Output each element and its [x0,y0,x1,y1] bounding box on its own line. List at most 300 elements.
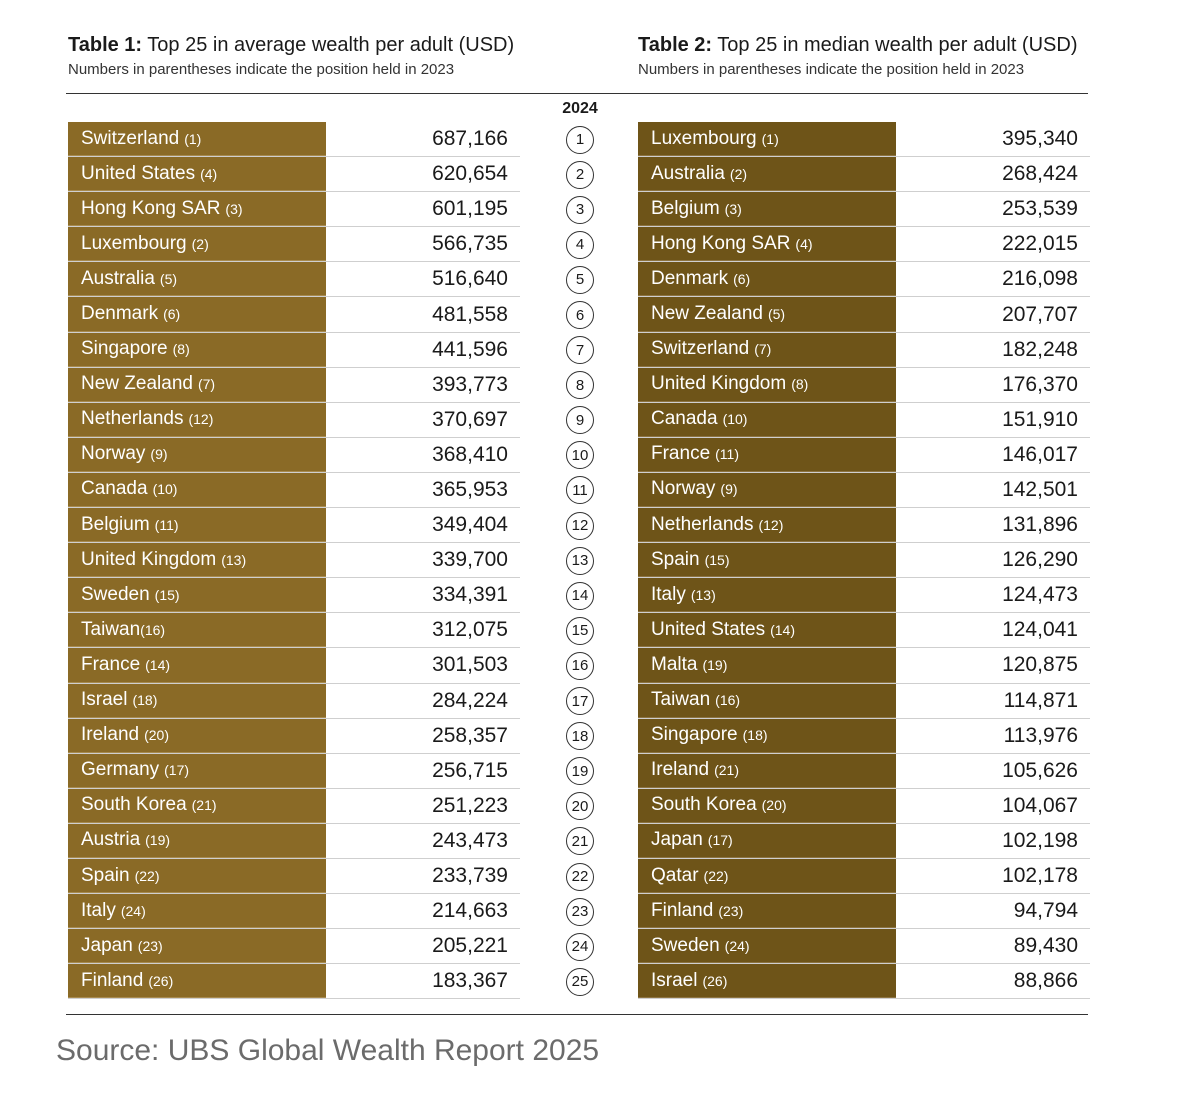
country-name: Luxembourg [651,127,757,149]
previous-rank: (17) [707,832,733,849]
wealth-value: 441,596 [432,337,508,361]
country-name: Hong Kong SAR [81,197,221,219]
table-row [68,297,520,332]
country-name: Belgium [81,513,150,535]
table-row [638,333,1090,368]
table1-average-wealth [68,122,520,999]
country-name: Singapore [81,338,168,360]
rank-slot [560,578,600,613]
wealth-value: 94,794 [1013,899,1078,923]
country-cell [638,262,896,296]
table2-subtitle: Numbers in parentheses indicate the position held in 2023 [638,61,1025,78]
table-row [638,859,1090,894]
rank-slot [560,157,600,192]
table-row [638,262,1090,297]
table-row [638,473,1090,508]
country-cell [638,333,896,367]
wealth-value: 334,391 [432,583,508,607]
wealth-value: 89,430 [1013,934,1078,958]
table2-header [638,30,1077,78]
rank-badge: 19 [566,757,594,785]
country-cell [68,473,326,507]
table-row [638,719,1090,754]
wealth-value: 214,663 [432,899,508,923]
country-cell [68,894,326,928]
wealth-value: 301,503 [432,653,508,677]
table-row [68,964,520,999]
previous-rank: (12) [758,516,784,533]
header-divider [66,93,1088,94]
table-row [638,754,1090,789]
previous-rank: (5) [767,306,786,323]
country-cell [638,368,896,402]
country-cell [638,859,896,893]
table1-title [68,30,514,60]
table-row [68,333,520,368]
table-row [68,613,520,648]
country-name: Netherlands [81,408,184,430]
previous-rank: (22) [134,867,160,884]
wealth-value: 124,041 [1002,618,1078,642]
country-cell [68,403,326,437]
rank-slot [560,929,600,964]
country-name: Sweden [651,934,720,956]
wealth-value: 88,866 [1013,969,1078,993]
rank-badge: 14 [566,582,594,610]
table2-median-wealth [638,122,1090,999]
country-name: United Kingdom [651,373,787,395]
rank-slot [560,894,600,929]
rank-badge: 23 [566,898,594,926]
country-name: Finland [651,899,714,921]
table-row [68,684,520,719]
previous-rank: (18) [132,692,158,709]
previous-rank: (16) [715,692,741,709]
wealth-value: 205,221 [432,934,508,958]
country-cell [68,578,326,612]
table-row [638,894,1090,929]
wealth-value: 120,875 [1002,653,1078,677]
country-cell [68,333,326,367]
table-row [68,438,520,473]
table-row [638,297,1090,332]
rank-badge: 1 [566,126,594,154]
country-cell [638,403,896,437]
country-cell [638,438,896,472]
table-row [68,789,520,824]
table-row [638,438,1090,473]
table-row [68,894,520,929]
wealth-value: 151,910 [1002,407,1078,431]
rank-slot [560,368,600,403]
country-cell [638,508,896,542]
country-name: Japan [81,934,133,956]
country-cell [638,122,896,156]
previous-rank: (19) [702,656,728,673]
country-name: Hong Kong SAR [651,232,791,254]
previous-rank: (5) [159,270,178,287]
previous-rank: (4) [795,235,813,252]
country-name: South Korea [651,794,757,816]
country-cell [68,648,326,682]
rank-badge: 20 [566,792,594,820]
country-cell [68,613,326,647]
country-name: South Korea [81,794,187,816]
table1-header [68,30,514,78]
wealth-value: 183,367 [432,969,508,993]
previous-rank: (18) [742,727,768,744]
previous-rank: (1) [184,130,202,147]
table-row [68,192,520,227]
table-row [638,368,1090,403]
wealth-value: 176,370 [1002,372,1078,396]
wealth-value: 142,501 [1002,477,1078,501]
country-name: Singapore [651,724,738,746]
table-row [68,754,520,789]
rank-slot [560,684,600,719]
previous-rank: (26) [702,972,728,989]
wealth-value: 216,098 [1002,267,1078,291]
country-cell [68,964,326,998]
footer-divider [66,1014,1088,1015]
previous-rank: (2) [191,235,209,252]
wealth-value: 124,473 [1002,583,1078,607]
previous-rank: (8) [172,341,190,358]
country-cell [68,438,326,472]
rank-badge: 15 [566,617,594,645]
table-row [638,227,1090,262]
rank-badge: 18 [566,722,594,750]
rank-slot [560,403,600,438]
country-cell [68,508,326,542]
previous-rank: (12) [188,411,214,428]
rank-badge: 16 [566,652,594,680]
country-name: Switzerland [651,338,750,360]
table-row [68,543,520,578]
wealth-value: 222,015 [1002,232,1078,256]
wealth-value: 481,558 [432,302,508,326]
table-row [638,964,1090,999]
country-name: Malta [651,653,698,675]
previous-rank: (13) [690,586,716,603]
country-name: France [81,653,141,675]
country-name: Italy [651,583,686,605]
country-name: Israel [81,689,128,711]
wealth-value: 243,473 [432,828,508,852]
previous-rank: (3) [724,200,742,217]
table-row [638,613,1090,648]
country-cell [68,262,326,296]
wealth-value: 370,697 [432,407,508,431]
table-row [638,192,1090,227]
table-row [68,157,520,192]
rank-slot [560,333,600,368]
table1-subtitle: Numbers in parentheses indicate the position held in 2023 [68,61,455,78]
wealth-value: 256,715 [432,758,508,782]
table-row [638,929,1090,964]
rank-badge: 8 [566,371,594,399]
country-cell [638,473,896,507]
country-cell [68,684,326,718]
country-cell [638,227,896,261]
previous-rank: (10) [722,411,748,428]
country-cell [638,684,896,718]
table-row [68,508,520,543]
table-row [68,227,520,262]
table-row [68,719,520,754]
rank-badge: 13 [566,547,594,575]
country-name: United Kingdom [81,548,217,570]
rank-slot [560,262,600,297]
wealth-value: 253,539 [1002,197,1078,221]
wealth-value: 233,739 [432,864,508,888]
country-name: Netherlands [651,513,754,535]
country-cell [638,157,896,191]
country-cell [68,929,326,963]
wealth-value: 365,953 [432,477,508,501]
table1-title-text: Top 25 in average wealth per adult (USD) [147,34,515,56]
table-row [68,368,520,403]
previous-rank: (21) [714,762,740,779]
table2-title-text: Top 25 in median wealth per adult (USD) [717,34,1078,56]
wealth-value: 105,626 [1002,758,1078,782]
wealth-value: 113,976 [1003,723,1078,747]
country-cell [638,297,896,331]
country-name: Denmark [81,303,159,325]
country-cell [638,929,896,963]
country-cell [68,368,326,402]
previous-rank: (19) [145,832,171,849]
rank-slot [560,543,600,578]
table-row [68,403,520,438]
table-row [68,859,520,894]
previous-rank: (23) [718,902,744,919]
previous-rank: (7) [197,376,216,393]
country-cell [638,192,896,226]
previous-rank: (24) [120,902,146,919]
rank-badge: 25 [566,968,594,996]
country-cell [638,543,896,577]
wealth-value: 393,773 [432,372,508,396]
wealth-value: 566,735 [432,232,508,256]
rank-badge: 3 [566,196,594,224]
rank-slot [560,122,600,157]
table-row [68,473,520,508]
previous-rank: (15) [154,586,180,603]
rank-slot [560,438,600,473]
previous-rank: (11) [154,516,179,533]
previous-rank: (14) [145,656,171,673]
table-row [638,824,1090,859]
country-name: Switzerland [81,127,180,149]
country-cell [638,613,896,647]
table-row [638,157,1090,192]
country-name: France [651,443,711,465]
country-name: New Zealand [651,303,763,325]
country-name: Denmark [651,267,729,289]
wealth-value: 516,640 [432,267,508,291]
table2-title [638,30,1077,60]
table-row [638,578,1090,613]
rank-badge: 5 [566,266,594,294]
country-cell [68,754,326,788]
table-row [638,684,1090,719]
wealth-value: 126,290 [1002,548,1078,572]
previous-rank: (16) [140,621,166,638]
rank-badge: 2 [566,161,594,189]
table-row [638,403,1090,438]
table-row [68,929,520,964]
previous-rank: (3) [225,200,243,217]
country-name: United States [81,162,196,184]
country-cell [68,543,326,577]
wealth-value: 349,404 [432,513,508,537]
previous-rank: (9) [150,446,168,463]
rank-badge: 4 [566,231,594,259]
country-cell [638,894,896,928]
source-caption: Source: UBS Global Wealth Report 2025 [56,1034,600,1067]
rank-slot [560,789,600,824]
table-row [68,648,520,683]
country-cell [638,719,896,753]
previous-rank: (20) [761,797,787,814]
rank-badge: 10 [566,441,594,469]
rank-badge: 22 [566,863,594,891]
table-row [68,262,520,297]
country-cell [68,297,326,331]
rank-badge: 7 [566,336,594,364]
wealth-value: 182,248 [1002,337,1078,361]
rank-badge: 21 [566,827,594,855]
table-row [638,789,1090,824]
country-cell [68,859,326,893]
country-name: United States [651,618,766,640]
table-row [638,508,1090,543]
country-cell [638,789,896,823]
previous-rank: (6) [163,306,181,323]
wealth-value: 620,654 [432,162,508,186]
country-name: Norway [651,478,716,500]
rank-slot [560,473,600,508]
wealth-value: 368,410 [432,442,508,466]
previous-rank: (13) [221,551,247,568]
country-cell [68,157,326,191]
previous-rank: (17) [164,762,190,779]
rank-badge: 12 [566,512,594,540]
wealth-value: 102,198 [1002,828,1078,852]
country-name: Israel [651,969,698,991]
wealth-value: 268,424 [1002,162,1078,186]
country-cell [68,824,326,858]
wealth-value: 395,340 [1002,127,1078,151]
rank-badge: 11 [566,476,594,504]
rank-column [560,122,600,999]
rank-slot [560,613,600,648]
country-name: Norway [81,443,146,465]
country-name: Canada [81,478,148,500]
table-row [638,543,1090,578]
rank-slot [560,648,600,683]
rank-badge: 17 [566,687,594,715]
country-cell [638,824,896,858]
country-name: Spain [651,548,700,570]
country-name: Italy [81,899,116,921]
rank-slot [560,754,600,789]
rank-slot [560,297,600,332]
country-name: Taiwan [81,618,141,640]
country-name: Ireland [651,759,710,781]
previous-rank: (21) [191,797,217,814]
wealth-value: 104,067 [1002,793,1078,817]
wealth-value: 102,178 [1002,864,1078,888]
country-name: Austria [81,829,141,851]
previous-rank: (22) [703,867,729,884]
previous-rank: (23) [137,937,163,954]
country-name: Canada [651,408,718,430]
country-name: Spain [81,864,130,886]
previous-rank: (14) [770,621,795,638]
rank-slot [560,719,600,754]
country-name: Luxembourg [81,232,187,254]
previous-rank: (24) [724,937,750,954]
rank-badge: 9 [566,406,594,434]
table1-title-label: Table 1: [68,34,143,56]
rank-slot [560,227,600,262]
previous-rank: (6) [733,270,751,287]
rank-slot [560,508,600,543]
country-name: Japan [651,829,703,851]
table-row [68,824,520,859]
table-row [638,122,1090,157]
wealth-value: 114,871 [1003,688,1078,712]
country-name: Germany [81,759,160,781]
country-name: Qatar [651,864,699,886]
wealth-value: 339,700 [432,548,508,572]
country-cell [638,648,896,682]
country-cell [68,122,326,156]
wealth-value: 312,075 [432,618,508,642]
previous-rank: (7) [754,341,772,358]
table-row [638,648,1090,683]
country-cell [68,192,326,226]
wealth-value: 146,017 [1002,442,1078,466]
table-row [68,578,520,613]
country-cell [68,719,326,753]
previous-rank: (1) [761,130,779,147]
country-name: Taiwan [651,689,711,711]
country-name: New Zealand [81,373,193,395]
previous-rank: (9) [720,481,738,498]
rank-badge: 24 [566,933,594,961]
rank-slot [560,192,600,227]
previous-rank: (2) [729,165,748,182]
table-row [68,122,520,157]
previous-rank: (4) [200,165,218,182]
rank-slot [560,859,600,894]
country-name: Ireland [81,724,140,746]
country-cell [638,964,896,998]
country-cell [638,754,896,788]
wealth-value: 284,224 [432,688,508,712]
previous-rank: (11) [715,446,739,463]
country-name: Australia [81,267,155,289]
country-name: Finland [81,969,144,991]
country-cell [638,578,896,612]
previous-rank: (20) [144,727,170,744]
table2-title-label: Table 2: [638,34,713,56]
country-name: Sweden [81,583,150,605]
wealth-value: 601,195 [432,197,508,221]
